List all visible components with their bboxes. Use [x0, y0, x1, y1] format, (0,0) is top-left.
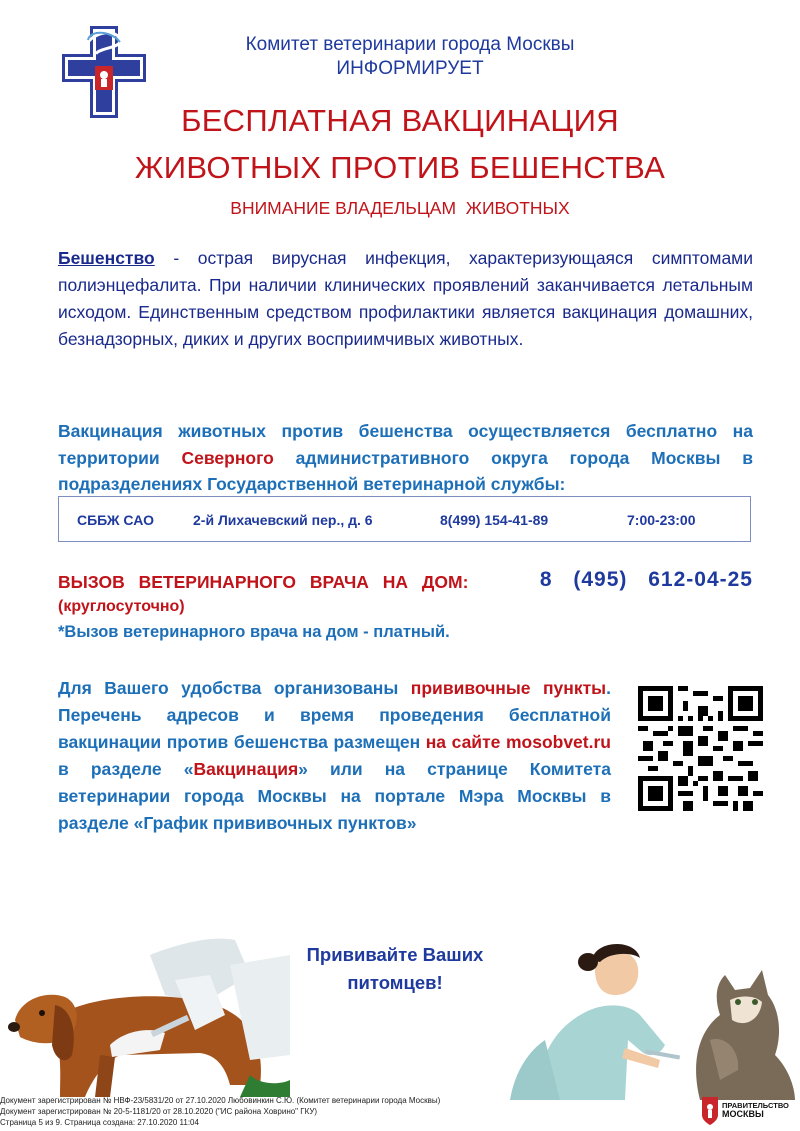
station-hours: 7:00-23:00 — [627, 512, 696, 528]
vaccination-paragraph — [58, 418, 753, 498]
points-text-2: . Перечень адресов и время проведения бесплатной вакцинации против бешенства размещен — [58, 678, 612, 752]
qr-code-icon[interactable] — [638, 686, 763, 811]
rabies-description: - острая вирусная инфекция, характеризующаяся симптомами полиэнцефалита. При наличии клинических проявлений заканчивается летальным исходом. Единственным средством профилактики является вакцинация домашних, безнадзорных, диких и других восприимчивых животных. — [58, 248, 753, 349]
house-call-line — [58, 568, 753, 596]
dog-vaccination-photo — [0, 935, 290, 1097]
vaccination-text-part1: Вакцинация животных против бешенства осуществляется бесплатно на территории — [58, 421, 753, 468]
committee-header — [160, 33, 660, 81]
slogan-line-1: Прививайте Ваших — [306, 944, 484, 965]
registration-line-1: Документ зарегистрирован № НВФ-23/5831/20 от 27.10.2020 Любовинкин С.Ю. (Комитет ветеринарии города Москвы) — [0, 1096, 441, 1105]
title-line-2: ЖИВОТНЫХ ПРОТИВ БЕШЕНСТВА — [134, 150, 666, 185]
moscow-government-label — [722, 1101, 789, 1119]
document-registration-footer — [0, 1095, 700, 1128]
points-text-4: » или на странице Комитета ветеринарии города Москвы на портале Мэра Москвы в разделе «График прививочных пунктов» — [58, 759, 611, 833]
points-text-1: Для Вашего удобства организованы — [58, 678, 411, 698]
vaccination-points-paragraph — [58, 675, 611, 837]
house-call-label: ВЫЗОВ ВЕТЕРИНАРНОГО ВРАЧА НА ДОМ: — [58, 572, 469, 592]
committee-name: Комитет ветеринарии города Москвы — [245, 34, 575, 55]
district-name: Северного — [181, 447, 274, 468]
house-call-hours: (круглосуточно) — [58, 598, 185, 615]
station-phone: 8(499) 154-41-89 — [440, 512, 549, 528]
rabies-intro-paragraph — [58, 245, 753, 353]
slogan — [270, 941, 520, 997]
points-highlight-1: прививочные пункты — [410, 678, 607, 698]
vaccination-text-part2: административного округа города Москвы в подразделениях Государственной ветеринарной службы: — [58, 447, 753, 494]
slogan-line-2: питомцев! — [347, 972, 443, 993]
points-text-3: в разделе « — [58, 759, 194, 779]
gov-label-line-2: МОСКВЫ — [722, 1109, 764, 1119]
house-call-note: *Вызов ветеринарного врача на дом - платный. — [58, 623, 450, 641]
gov-label-line-1: ПРАВИТЕЛЬСТВО — [722, 1101, 789, 1110]
website-link[interactable]: на сайте mosobvet.ru — [425, 732, 611, 752]
informs-label: ИНФОРМИРУЕТ — [336, 58, 484, 79]
registration-line-2: Документ зарегистрирован № 20-5-1181/20 от 28.10.2020 ("ИС района Ховрино" ГКУ) — [0, 1107, 318, 1116]
title-subtitle: ВНИМАНИЕ ВЛАДЕЛЬЦАМ ЖИВОТНЫХ — [230, 198, 570, 218]
rabies-term: Бешенство — [58, 248, 155, 268]
house-call-phone: 8 (495) 612-04-25 — [539, 568, 753, 591]
page-info: Страница 5 из 9. Страница создана: 27.10.2020 11:04 — [0, 1118, 199, 1127]
vet-with-cat-photo — [500, 940, 800, 1100]
title-line-1: БЕСПЛАТНАЯ ВАКЦИНАЦИЯ — [181, 103, 619, 138]
station-address: 2-й Лихачевский пер., д. 6 — [193, 512, 373, 528]
points-highlight-3: Вакцинация — [193, 759, 299, 779]
station-name: СББЖ САО — [77, 512, 155, 528]
